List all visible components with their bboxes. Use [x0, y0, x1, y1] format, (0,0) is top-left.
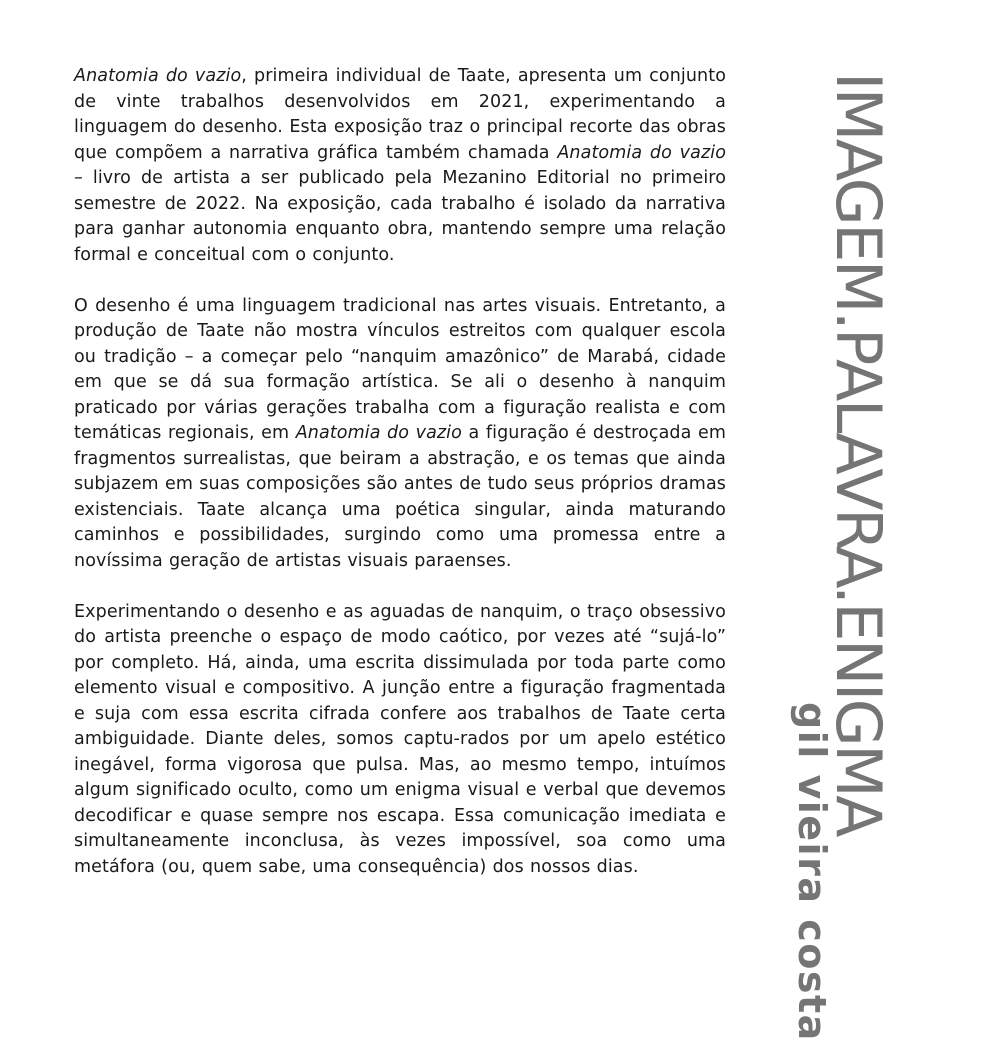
italic-phrase: Anatomia do vazio	[557, 142, 726, 163]
title-block	[790, 62, 938, 1042]
author-name: gil vieira costa	[790, 702, 834, 1042]
page-title: IMAGEM.PALAVRA.ENIGMA	[822, 72, 895, 836]
paragraph-2	[74, 294, 726, 575]
text-span: a figuração é destroçada em fragmentos surrealistas, que beiram a abstração, e os temas que ainda subjazem em suas composições são antes de tudo seus próprios dramas existenciais. Taate alcança uma poética singular, ainda maturando caminhos e possibilidades, surgindo como uma promessa entre a novíssima geração de artistas visuais paraenses.	[74, 423, 726, 571]
text-span: O desenho é uma linguagem tradicional nas artes visuais. Entretanto, a produção de Taate não mostra vínculos estreitos com qualquer escola ou tradição – a começar pelo “nanquim amazônico” de Marabá, cidade em que se dá sua formação artística. Se ali o desenho à nanquim praticado por várias gerações trabalha com a figuração realista e com temáticas regionais, em	[74, 295, 726, 443]
paragraph-3	[74, 600, 726, 881]
text-span: Experimentando o desenho e as aguadas de nanquim, o traço obsessivo do artista preenche o espaço de modo caótico, por vezes até “sujá-lo” por completo. Há, ainda, uma escrita dissimulada por toda parte como elemento visual e compositivo. A junção entre a figuração fragmentada e suja com essa escrita cifrada confere aos trabalhos de Taate certa ambiguidade. Diante deles, somos captu-rados por um apelo estético inegável, forma vigorosa que pulsa. Mas, ao mesmo tempo, intuímos algum significado oculto, como um enigma visual e verbal que devemos decodificar e quase sempre nos escapa. Essa comunicação imediata e simultaneamente inconclusa, às vezes impossível, soa como uma metáfora (ou, quem sabe, uma consequência) dos nossos dias.	[74, 601, 726, 877]
text-span: , primeira individual de Taate, apresenta um conjunto de vinte trabalhos desenvolvidos em 2021, experimentando a linguagem do desenho. Esta exposição traz o principal recorte das obras que compõem a narrativa gráfica também chamada	[74, 66, 726, 163]
text-span: – livro de artista a ser publicado pela Mezanino Editorial no primeiro semestre de 2022. Na exposição, cada trabalho é isolado da narrativa para ganhar autonomia enquanto obra, mantendo sempre uma relação formal e conceitual com o conjunto.	[74, 168, 726, 265]
italic-phrase: Anatomia do vazio	[295, 423, 462, 443]
italic-phrase: Anatomia do vazio	[74, 66, 242, 86]
body-text	[74, 64, 726, 880]
paragraph-1	[74, 64, 726, 268]
